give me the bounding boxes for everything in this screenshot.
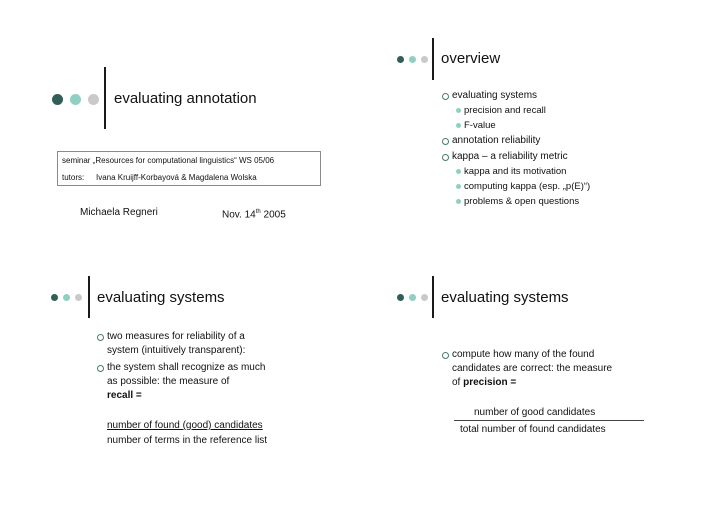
slide-evaluating-systems-recall: [0, 254, 360, 508]
bullet-ring-icon: [442, 352, 449, 359]
decor-dot-light: [88, 94, 99, 105]
slide-title: overview: [441, 50, 501, 67]
bullet-ring-icon: [97, 365, 104, 372]
slide-title: evaluating systems: [441, 289, 569, 306]
fraction-bar: [454, 420, 644, 421]
recall-denominator: number of terms in the reference list: [107, 435, 268, 446]
slide-title: evaluating annotation: [114, 90, 257, 107]
bullet-text-line: of precision =: [452, 377, 517, 388]
decor-dot-mid: [63, 294, 70, 301]
outline-item: kappa – a reliability metric: [452, 151, 568, 162]
precision-numerator: number of good candidates: [474, 407, 596, 418]
decor-dot-mid: [70, 94, 81, 105]
decor-dot-dark: [52, 94, 63, 105]
bullet-ring-icon: [97, 334, 104, 341]
decor-dot-dark: [397, 56, 404, 63]
slide-evaluating-annotation: [0, 0, 360, 254]
author-name: Michaela Regneri: [80, 207, 158, 218]
decor-dot-light: [421, 294, 428, 301]
outline-subitem: kappa and its motivation: [464, 166, 567, 177]
outline-subitem: precision and recall: [464, 105, 546, 116]
precision-denominator: total number of found candidates: [460, 424, 606, 435]
bullet-text-line: system (intuitively transparent):: [107, 345, 246, 356]
bullet-dot-icon: [456, 184, 461, 189]
title-divider: [432, 276, 434, 318]
decor-dot-light: [421, 56, 428, 63]
bullet-dot-icon: [456, 169, 461, 174]
bullet-ring-icon: [442, 138, 449, 145]
tutors-names: Ivana Kruijff-Korbayová & Magdalena Wolska: [96, 173, 257, 182]
decor-dot-light: [75, 294, 82, 301]
bullet-text-line: as possible: the measure of: [107, 376, 230, 387]
seminar-line: seminar „Resources for computational linguistics“ WS 05/06: [62, 156, 275, 165]
bullet-dot-icon: [456, 123, 461, 128]
outline-item: evaluating systems: [452, 90, 538, 101]
slide-evaluating-systems-precision: [360, 254, 720, 508]
title-divider: [432, 38, 434, 80]
bullet-text-line: candidates are correct: the measure: [452, 363, 613, 374]
title-divider: [88, 276, 90, 318]
bullet-text-line: the system shall recognize as much: [107, 362, 266, 373]
bullet-ring-icon: [442, 93, 449, 100]
decor-dot-mid: [409, 56, 416, 63]
slide-overview: [360, 0, 720, 254]
recall-label: recall =: [107, 390, 142, 401]
recall-numerator: number of found (good) candidates: [107, 420, 263, 431]
bullet-dot-icon: [456, 108, 461, 113]
slide-title: evaluating systems: [97, 289, 225, 306]
bullet-text-line: two measures for reliability of a: [107, 331, 245, 342]
bullet-dot-icon: [456, 199, 461, 204]
bullet-ring-icon: [442, 154, 449, 161]
tutors-label: tutors:: [62, 173, 85, 182]
title-divider: [104, 67, 106, 129]
presentation-date: Nov. 14th 2005: [222, 209, 286, 221]
bullet-text-line: compute how many of the found: [452, 349, 595, 360]
outline-subitem: F-value: [464, 120, 496, 131]
decor-dot-mid: [409, 294, 416, 301]
outline-item: annotation reliability: [452, 135, 541, 146]
decor-dot-dark: [397, 294, 404, 301]
outline-subitem: computing kappa (esp. „p(E)“): [464, 181, 591, 192]
outline-subitem: problems & open questions: [464, 196, 580, 207]
decor-dot-dark: [51, 294, 58, 301]
